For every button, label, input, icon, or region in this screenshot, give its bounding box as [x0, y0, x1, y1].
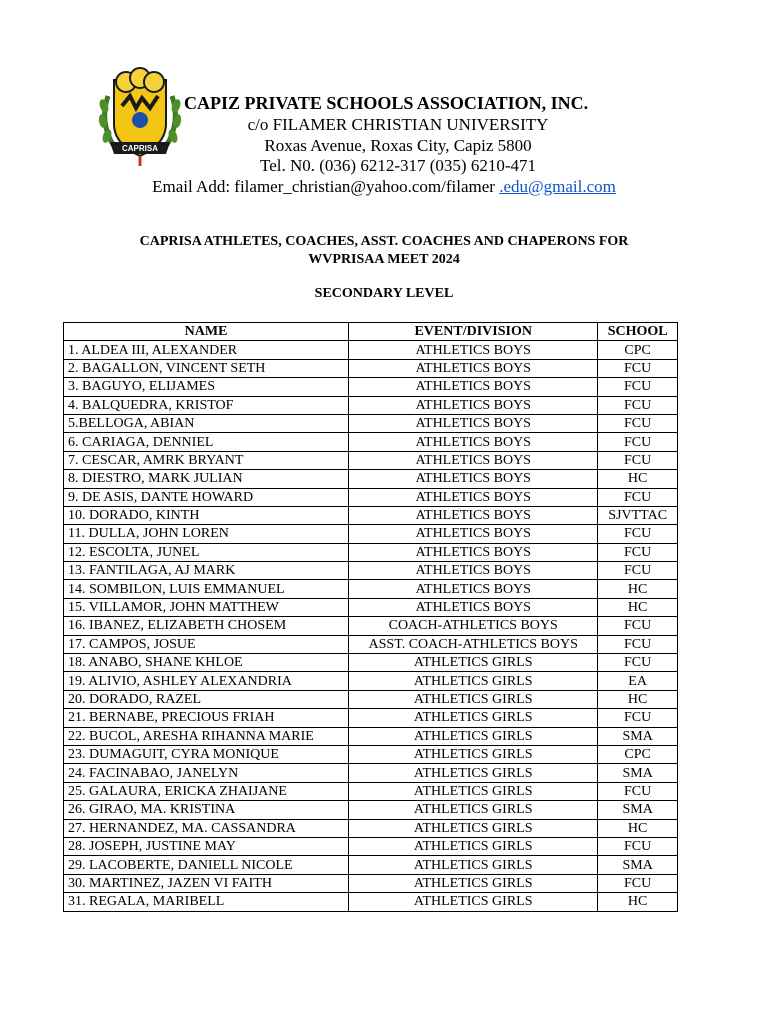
cell-event: ATHLETICS BOYS	[349, 359, 598, 377]
table-row	[64, 341, 678, 359]
cell-event: ATHLETICS BOYS	[349, 378, 598, 396]
cell-school: FCU	[598, 654, 678, 672]
cell-name: 16. IBANEZ, ELIZABETH CHOSEM	[64, 617, 349, 635]
cell-name: 21. BERNABE, PRECIOUS FRIAH	[64, 709, 349, 727]
title-line-1: CAPRISA ATHLETES, COACHES, ASST. COACHES AND CHAPERONS FOR	[139, 234, 629, 249]
cell-school: HC	[598, 470, 678, 488]
cell-event: ATHLETICS GIRLS	[349, 745, 598, 763]
table-row	[64, 764, 678, 782]
cell-school: FCU	[598, 562, 678, 580]
table-row	[64, 414, 678, 432]
cell-name: 26. GIRAO, MA. KRISTINA	[64, 801, 349, 819]
cell-school: CPC	[598, 745, 678, 763]
cell-school: FCU	[598, 782, 678, 800]
table-row	[64, 782, 678, 800]
table-row	[64, 819, 678, 837]
header-name: NAME	[64, 323, 349, 341]
cell-school: HC	[598, 819, 678, 837]
table-row	[64, 598, 678, 616]
table-row	[64, 745, 678, 763]
cell-name: 23. DUMAGUIT, CYRA MONIQUE	[64, 745, 349, 763]
cell-event: ATHLETICS GIRLS	[349, 874, 598, 892]
table-row	[64, 874, 678, 892]
cell-name: 31. REGALA, MARIBELL	[64, 893, 349, 911]
cell-name: 4. BALQUEDRA, KRISTOF	[64, 396, 349, 414]
cell-event: ATHLETICS BOYS	[349, 506, 598, 524]
cell-school: FCU	[598, 359, 678, 377]
cell-name: 30. MARTINEZ, JAZEN VI FAITH	[64, 874, 349, 892]
address-line: Roxas Avenue, Roxas City, Capiz 5800	[264, 136, 532, 155]
cell-event: ATHLETICS BOYS	[349, 580, 598, 598]
cell-name: 27. HERNANDEZ, MA. CASSANDRA	[64, 819, 349, 837]
table-row	[64, 525, 678, 543]
cell-school: SMA	[598, 764, 678, 782]
cell-name: 18. ANABO, SHANE KHLOE	[64, 654, 349, 672]
cell-school: FCU	[598, 635, 678, 653]
cell-name: 11. DULLA, JOHN LOREN	[64, 525, 349, 543]
cell-name: 29. LACOBERTE, DANIELL NICOLE	[64, 856, 349, 874]
cell-event: ATHLETICS GIRLS	[349, 690, 598, 708]
cell-school: HC	[598, 893, 678, 911]
cell-name: 1. ALDEA III, ALEXANDER	[64, 341, 349, 359]
cell-event: ATHLETICS BOYS	[349, 433, 598, 451]
cell-event: ATHLETICS GIRLS	[349, 782, 598, 800]
cell-school: FCU	[598, 378, 678, 396]
cell-school: FCU	[598, 488, 678, 506]
table-row	[64, 672, 678, 690]
cell-name: 17. CAMPOS, JOSUE	[64, 635, 349, 653]
cell-school: FCU	[598, 874, 678, 892]
header-school: SCHOOL	[598, 323, 678, 341]
level-heading: SECONDARY LEVEL	[314, 286, 454, 301]
email-text: Email Add: filamer_christian@yahoo.com/filamer	[152, 177, 500, 196]
table-row	[64, 451, 678, 469]
table-row	[64, 837, 678, 855]
cell-name: 15. VILLAMOR, JOHN MATTHEW	[64, 598, 349, 616]
cell-event: ASST. COACH-ATHLETICS BOYS	[349, 635, 598, 653]
cell-name: 24. FACINABAO, JANELYN	[64, 764, 349, 782]
roster-body	[64, 341, 678, 911]
table-row	[64, 727, 678, 745]
cell-school: SMA	[598, 801, 678, 819]
table-row	[64, 470, 678, 488]
cell-name: 19. ALIVIO, ASHLEY ALEXANDRIA	[64, 672, 349, 690]
cell-school: FCU	[598, 414, 678, 432]
cell-name: 28. JOSEPH, JUSTINE MAY	[64, 837, 349, 855]
table-row	[64, 506, 678, 524]
cell-name: 22. BUCOL, ARESHA RIHANNA MARIE	[64, 727, 349, 745]
org-name: CAPIZ PRIVATE SCHOOLS ASSOCIATION, INC.	[184, 93, 589, 113]
table-row	[64, 635, 678, 653]
cell-event: ATHLETICS BOYS	[349, 470, 598, 488]
table-row	[64, 396, 678, 414]
cell-name: 10. DORADO, KINTH	[64, 506, 349, 524]
cell-name: 3. BAGUYO, ELIJAMES	[64, 378, 349, 396]
cell-event: ATHLETICS BOYS	[349, 488, 598, 506]
telephone-line: Tel. N0. (036) 6212-317 (035) 6210-471	[260, 156, 536, 175]
table-row	[64, 617, 678, 635]
email-link[interactable]: .edu@gmail.com	[499, 177, 616, 196]
cell-event: ATHLETICS GIRLS	[349, 764, 598, 782]
table-row	[64, 856, 678, 874]
cell-event: ATHLETICS GIRLS	[349, 837, 598, 855]
cell-name: 2. BAGALLON, VINCENT SETH	[64, 359, 349, 377]
cell-event: ATHLETICS GIRLS	[349, 709, 598, 727]
cell-event: ATHLETICS BOYS	[349, 396, 598, 414]
logo-banner-text: CAPRISA	[121, 144, 159, 153]
table-row	[64, 378, 678, 396]
cell-event: COACH-ATHLETICS BOYS	[349, 617, 598, 635]
table-row	[64, 709, 678, 727]
cell-event: ATHLETICS GIRLS	[349, 893, 598, 911]
cell-name: 13. FANTILAGA, AJ MARK	[64, 562, 349, 580]
cell-event: ATHLETICS BOYS	[349, 562, 598, 580]
cell-event: ATHLETICS GIRLS	[349, 672, 598, 690]
cell-school: FCU	[598, 396, 678, 414]
table-row	[64, 690, 678, 708]
table-row	[64, 580, 678, 598]
cell-event: ATHLETICS BOYS	[349, 598, 598, 616]
cell-school: SMA	[598, 727, 678, 745]
cell-school: FCU	[598, 709, 678, 727]
cell-school: FCU	[598, 433, 678, 451]
cell-school: SJVTTAC	[598, 506, 678, 524]
table-row	[64, 359, 678, 377]
roster-table	[63, 322, 678, 912]
cell-school: SMA	[598, 856, 678, 874]
cell-name: 12. ESCOLTA, JUNEL	[64, 543, 349, 561]
cell-event: ATHLETICS BOYS	[349, 451, 598, 469]
cell-name: 8. DIESTRO, MARK JULIAN	[64, 470, 349, 488]
table-header-row	[64, 323, 678, 341]
cell-event: ATHLETICS GIRLS	[349, 801, 598, 819]
cell-event: ATHLETICS BOYS	[349, 341, 598, 359]
cell-school: FCU	[598, 451, 678, 469]
table-row	[64, 562, 678, 580]
table-row	[64, 801, 678, 819]
cell-school: FCU	[598, 617, 678, 635]
cell-school: FCU	[598, 837, 678, 855]
cell-school: HC	[598, 690, 678, 708]
cell-event: ATHLETICS GIRLS	[349, 727, 598, 745]
email-line	[0, 176, 768, 197]
cell-name: 5.BELLOGA, ABIAN	[64, 414, 349, 432]
cell-event: ATHLETICS BOYS	[349, 525, 598, 543]
cell-school: FCU	[598, 543, 678, 561]
cell-event: ATHLETICS BOYS	[349, 414, 598, 432]
cell-name: 20. DORADO, RAZEL	[64, 690, 349, 708]
cell-event: ATHLETICS GIRLS	[349, 856, 598, 874]
cell-name: 14. SOMBILON, LUIS EMMANUEL	[64, 580, 349, 598]
cell-name: 6. CARIAGA, DENNIEL	[64, 433, 349, 451]
cell-school: CPC	[598, 341, 678, 359]
cell-school: FCU	[598, 525, 678, 543]
cell-school: EA	[598, 672, 678, 690]
cell-school: HC	[598, 580, 678, 598]
cell-name: 7. CESCAR, AMRK BRYANT	[64, 451, 349, 469]
table-row	[64, 488, 678, 506]
table-row	[64, 543, 678, 561]
header-event: EVENT/DIVISION	[349, 323, 598, 341]
cell-name: 9. DE ASIS, DANTE HOWARD	[64, 488, 349, 506]
cell-name: 25. GALAURA, ERICKA ZHAIJANE	[64, 782, 349, 800]
table-row	[64, 654, 678, 672]
table-row	[64, 433, 678, 451]
cell-school: HC	[598, 598, 678, 616]
cell-event: ATHLETICS GIRLS	[349, 819, 598, 837]
cell-event: ATHLETICS GIRLS	[349, 654, 598, 672]
table-row	[64, 893, 678, 911]
care-of-line: c/o FILAMER CHRISTIAN UNIVERSITY	[247, 115, 549, 134]
title-line-2: WVPRISAA MEET 2024	[308, 252, 460, 267]
cell-event: ATHLETICS BOYS	[349, 543, 598, 561]
document-title	[0, 233, 768, 269]
